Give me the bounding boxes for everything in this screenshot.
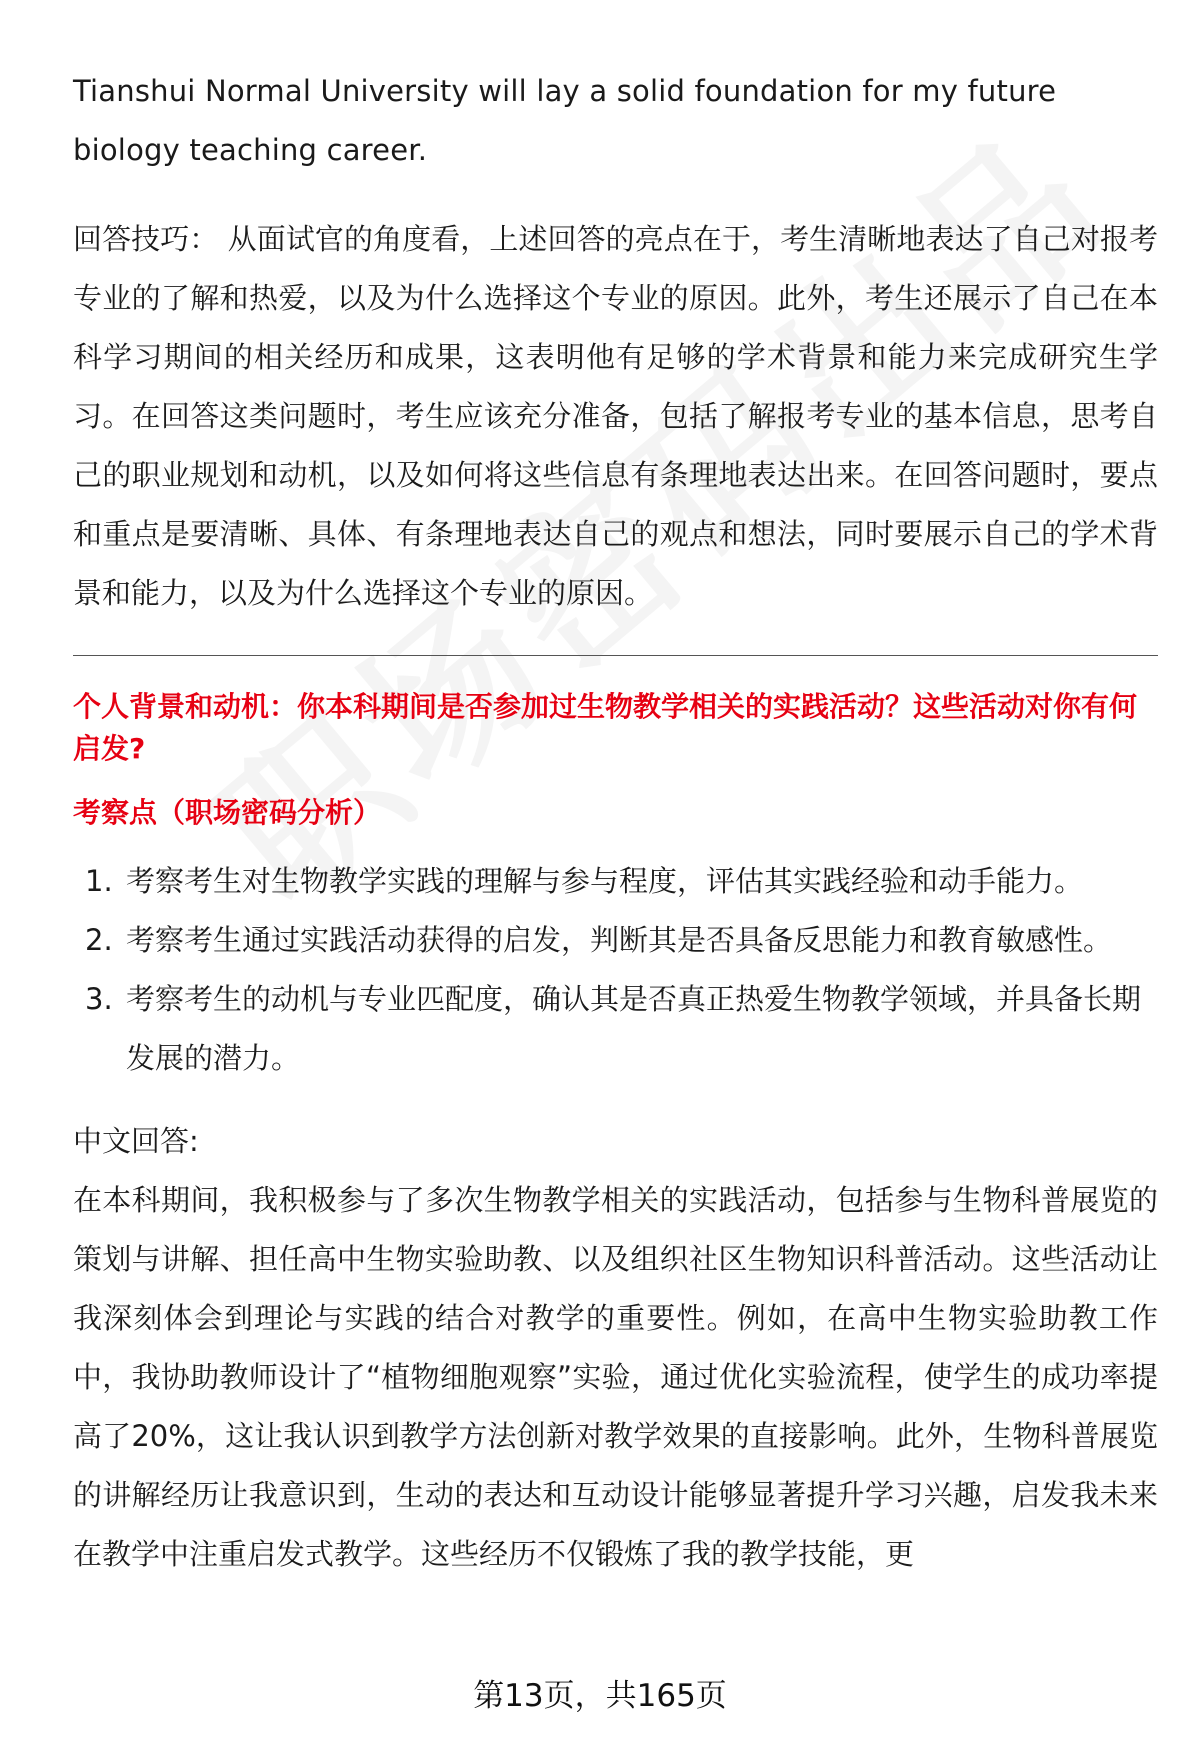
answer-tips-paragraph: 回答技巧： 从面试官的角度看，上述回答的亮点在于，考生清晰地表达了自己对报考专业的了解和热爱，以及为什么选择这个专业的原因。此外，考生还展示了自己在本科学习期间的相关经历和成果，这表明他有足够的学术背景和能力来完成研究生学习。在回答这类问题时，考生应该充分准备，包括了解报考专业的基本信息，思考自己的职业规划和动机，以及如何将这些信息有条理地表达出来。在回答问题时，要点和重点是要清晰、具体、有条理地表达自己的观点和想法，同时要展示自己的学术背景和能力，以及为什么选择这个专业的原因。: [73, 222, 1158, 610]
chinese-answer-text: 在本科期间，我积极参与了多次生物教学相关的实践活动，包括参与生物科普展览的策划与讲解、担任高中生物实验助教、以及组织社区生物知识科普活动。这些活动让我深刻体会到理论与实践的结合对教学的重要性。例如，在高中生物实验助教工作中，我协助教师设计了“植物细胞观察”实验，通过优化实验流程，使学生的成功率提高了20%，这让我认识到教学方法创新对教学效果的直接影响。此外，生物科普展览的讲解经历让我意识到，生动的表达和互动设计能够显著提升学习兴趣，启发我未来在教学中注重启发式教学。这些经历不仅锻炼了我的教学技能，更: [73, 1183, 1158, 1571]
chinese-answer-label: 中文回答:: [73, 1124, 199, 1158]
page-number: 第13页，共165页: [473, 1678, 727, 1714]
list-number: 1.: [85, 864, 113, 898]
assessment-point-text: 考察考生对生物教学实践的理解与参与程度，评估其实践经验和动手能力。: [126, 864, 1084, 898]
assessment-point: [73, 970, 1158, 1088]
intro-paragraph: Tianshui Normal University will lay a solid foundation for my future biology teaching career.: [73, 74, 1057, 167]
assessment-point-text: 考察考生通过实践活动获得的启发，判断其是否具备反思能力和教育敏感性。: [126, 923, 1113, 957]
assessment-point-text: 考察考生的动机与专业匹配度，确认其是否真正热爱生物教学领域，并具备长期发展的潜力。: [126, 982, 1142, 1075]
assessment-point: [73, 911, 1158, 970]
section-divider: [73, 655, 1158, 656]
assessment-point: [73, 852, 1158, 911]
assessment-points-list: [73, 852, 1158, 1088]
list-number: 2.: [85, 923, 113, 957]
document-page: [73, 62, 1158, 1584]
assessment-heading: 考察点（职场密码分析）: [73, 796, 382, 829]
list-number: 3.: [85, 982, 113, 1016]
question-heading: 个人背景和动机：你本科期间是否参加过生物教学相关的实践活动？这些活动对你有何启发?: [73, 690, 1138, 765]
